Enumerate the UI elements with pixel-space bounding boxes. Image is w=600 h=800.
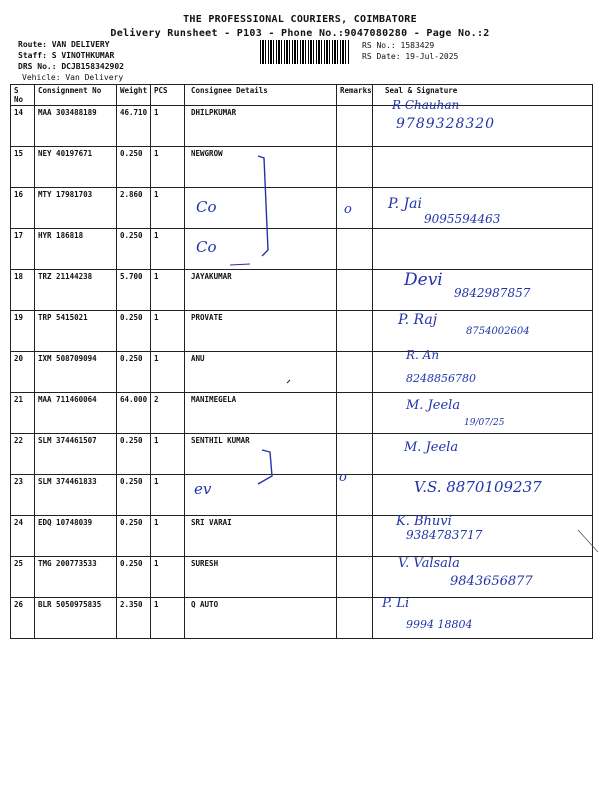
cell-weight: 0.250	[117, 352, 151, 393]
cell-sno: 14	[11, 106, 35, 147]
signature-23: V.S. 8870109237	[414, 478, 542, 496]
cell-consignee: MANIMEGELA	[185, 393, 337, 434]
signature-20: R. An	[406, 348, 440, 362]
consignee-mark-16: Co	[196, 198, 217, 216]
company-title: THE PROFESSIONAL COURIERS, COIMBATORE	[183, 14, 417, 25]
cell-weight: 0.250	[117, 475, 151, 516]
cell-consignee: JAYAKUMAR	[185, 270, 337, 311]
cell-weight: 0.250	[117, 147, 151, 188]
cell-weight: 46.710	[117, 106, 151, 147]
signature-25: V. Valsala	[398, 556, 460, 571]
cell-pcs: 1	[151, 106, 185, 147]
cell-weight: 0.250	[117, 516, 151, 557]
cell-sno: 19	[11, 311, 35, 352]
col-header-pcs: PCS	[151, 85, 185, 106]
cell-consignment: TRZ 21144238	[35, 270, 117, 311]
remark-16: o	[344, 202, 352, 217]
cell-consignment: NEY 40197671	[35, 147, 117, 188]
cell-sno: 23	[11, 475, 35, 516]
col-header-consignee: Consignee Details	[185, 85, 337, 106]
cell-sno: 26	[11, 598, 35, 639]
cell-sno: 15	[11, 147, 35, 188]
phone-18: 9842987857	[454, 286, 531, 300]
cell-consignment: MAA 303488189	[35, 106, 117, 147]
rs-number: RS No.: 1583429	[362, 41, 435, 50]
cell-pcs: 1	[151, 270, 185, 311]
vehicle-label: Vehicle: Van Delivery	[22, 73, 124, 82]
phone-24: 9384783717	[406, 528, 483, 542]
cell-pcs: 1	[151, 475, 185, 516]
cell-weight: 2.860	[117, 188, 151, 229]
cell-weight: 0.250	[117, 311, 151, 352]
cell-pcs: 1	[151, 352, 185, 393]
date-21: 19/07/25	[464, 418, 505, 428]
cell-pcs: 1	[151, 557, 185, 598]
col-header-remarks: Remarks	[337, 85, 373, 106]
cell-pcs: 1	[151, 229, 185, 270]
cell-consignee: NEWGROW	[185, 147, 337, 188]
cell-consignee: DHILPKUMAR	[185, 106, 337, 147]
signature-24: K. Bhuvi	[396, 514, 452, 529]
cell-consignee: SRI VARAI	[185, 516, 337, 557]
cell-sno: 21	[11, 393, 35, 434]
signature-14: R Chauhan	[392, 98, 460, 112]
route-label: Route: VAN DELIVERY	[18, 40, 110, 49]
phone-16: 9095594463	[424, 212, 501, 226]
phone-26: 9994 18804	[406, 618, 473, 631]
cell-weight: 5.700	[117, 270, 151, 311]
cell-consignment: MAA 711460064	[35, 393, 117, 434]
col-header-sno: S No	[11, 85, 35, 106]
cell-consignment: TRP 5415021	[35, 311, 117, 352]
dot-mark-21	[287, 380, 290, 383]
cell-sno: 22	[11, 434, 35, 475]
signature-19: P. Raj	[398, 312, 438, 328]
runsheet-title: Delivery Runsheet - P103 - Phone No.:9047080280 - Page No.:2	[110, 28, 490, 39]
cell-pcs: 1	[151, 434, 185, 475]
col-header-consignment: Consignment No	[35, 85, 117, 106]
cell-consignment: HYR 186818	[35, 229, 117, 270]
cell-pcs: 1	[151, 188, 185, 229]
cell-consignment: EDQ 10748039	[35, 516, 117, 557]
consignee-mark-23: ev	[194, 480, 212, 498]
col-header-signature: Seal & Signature	[373, 85, 593, 106]
bracket-stroke-23	[258, 450, 272, 484]
signature-18: Devi	[404, 270, 443, 290]
cell-pcs: 1	[151, 311, 185, 352]
cell-consignee: SURESH	[185, 557, 337, 598]
cell-sno: 24	[11, 516, 35, 557]
consignee-mark-17: Co	[196, 238, 217, 256]
remark-23: o	[339, 470, 347, 485]
cell-pcs: 2	[151, 393, 185, 434]
cell-pcs: 1	[151, 516, 185, 557]
phone-14: 9789328320	[396, 116, 496, 132]
col-header-weight: Weight	[117, 85, 151, 106]
cell-weight: 64.000	[117, 393, 151, 434]
cell-weight: 0.250	[117, 434, 151, 475]
cell-consignment: SLM 374461507	[35, 434, 117, 475]
signature-26: P. Li	[382, 596, 410, 611]
cell-weight: 2.350	[117, 598, 151, 639]
rs-date: RS Date: 19-Jul-2025	[362, 52, 459, 61]
cell-sno: 18	[11, 270, 35, 311]
cell-consignee: SENTHIL KUMAR	[185, 434, 337, 475]
signature-21: M. Jeela	[406, 398, 461, 413]
cell-consignee: PROVATE	[185, 311, 337, 352]
cell-consignment: SLM 374461833	[35, 475, 117, 516]
phone-20: 8248856780	[406, 372, 476, 385]
signature-22: M. Jeela	[404, 440, 459, 455]
cell-pcs: 1	[151, 598, 185, 639]
staff-label: Staff: S VINOTHKUMAR	[18, 51, 115, 60]
cell-weight: 0.250	[117, 557, 151, 598]
bracket-stroke-16-17	[258, 156, 268, 256]
cell-consignee: Q AUTO	[185, 598, 337, 639]
cell-consignee: ANU	[185, 352, 337, 393]
cell-sno: 20	[11, 352, 35, 393]
cell-consignment: BLR 5050975835	[35, 598, 117, 639]
phone-25: 9843656877	[450, 574, 533, 589]
cell-consignment: IXM 508709094	[35, 352, 117, 393]
cell-sno: 16	[11, 188, 35, 229]
cell-sno: 17	[11, 229, 35, 270]
signature-16: P. Jai	[388, 196, 422, 212]
phone-19: 8754002604	[466, 326, 530, 337]
drs-label: DRS No.: DCJB158342902	[18, 62, 124, 71]
cell-weight: 0.250	[117, 229, 151, 270]
stroke-18	[230, 264, 250, 265]
cell-consignment: MTY 17981703	[35, 188, 117, 229]
cell-pcs: 1	[151, 147, 185, 188]
margin-stroke	[578, 530, 598, 552]
cell-consignment: TMG 200773533	[35, 557, 117, 598]
cell-sno: 25	[11, 557, 35, 598]
